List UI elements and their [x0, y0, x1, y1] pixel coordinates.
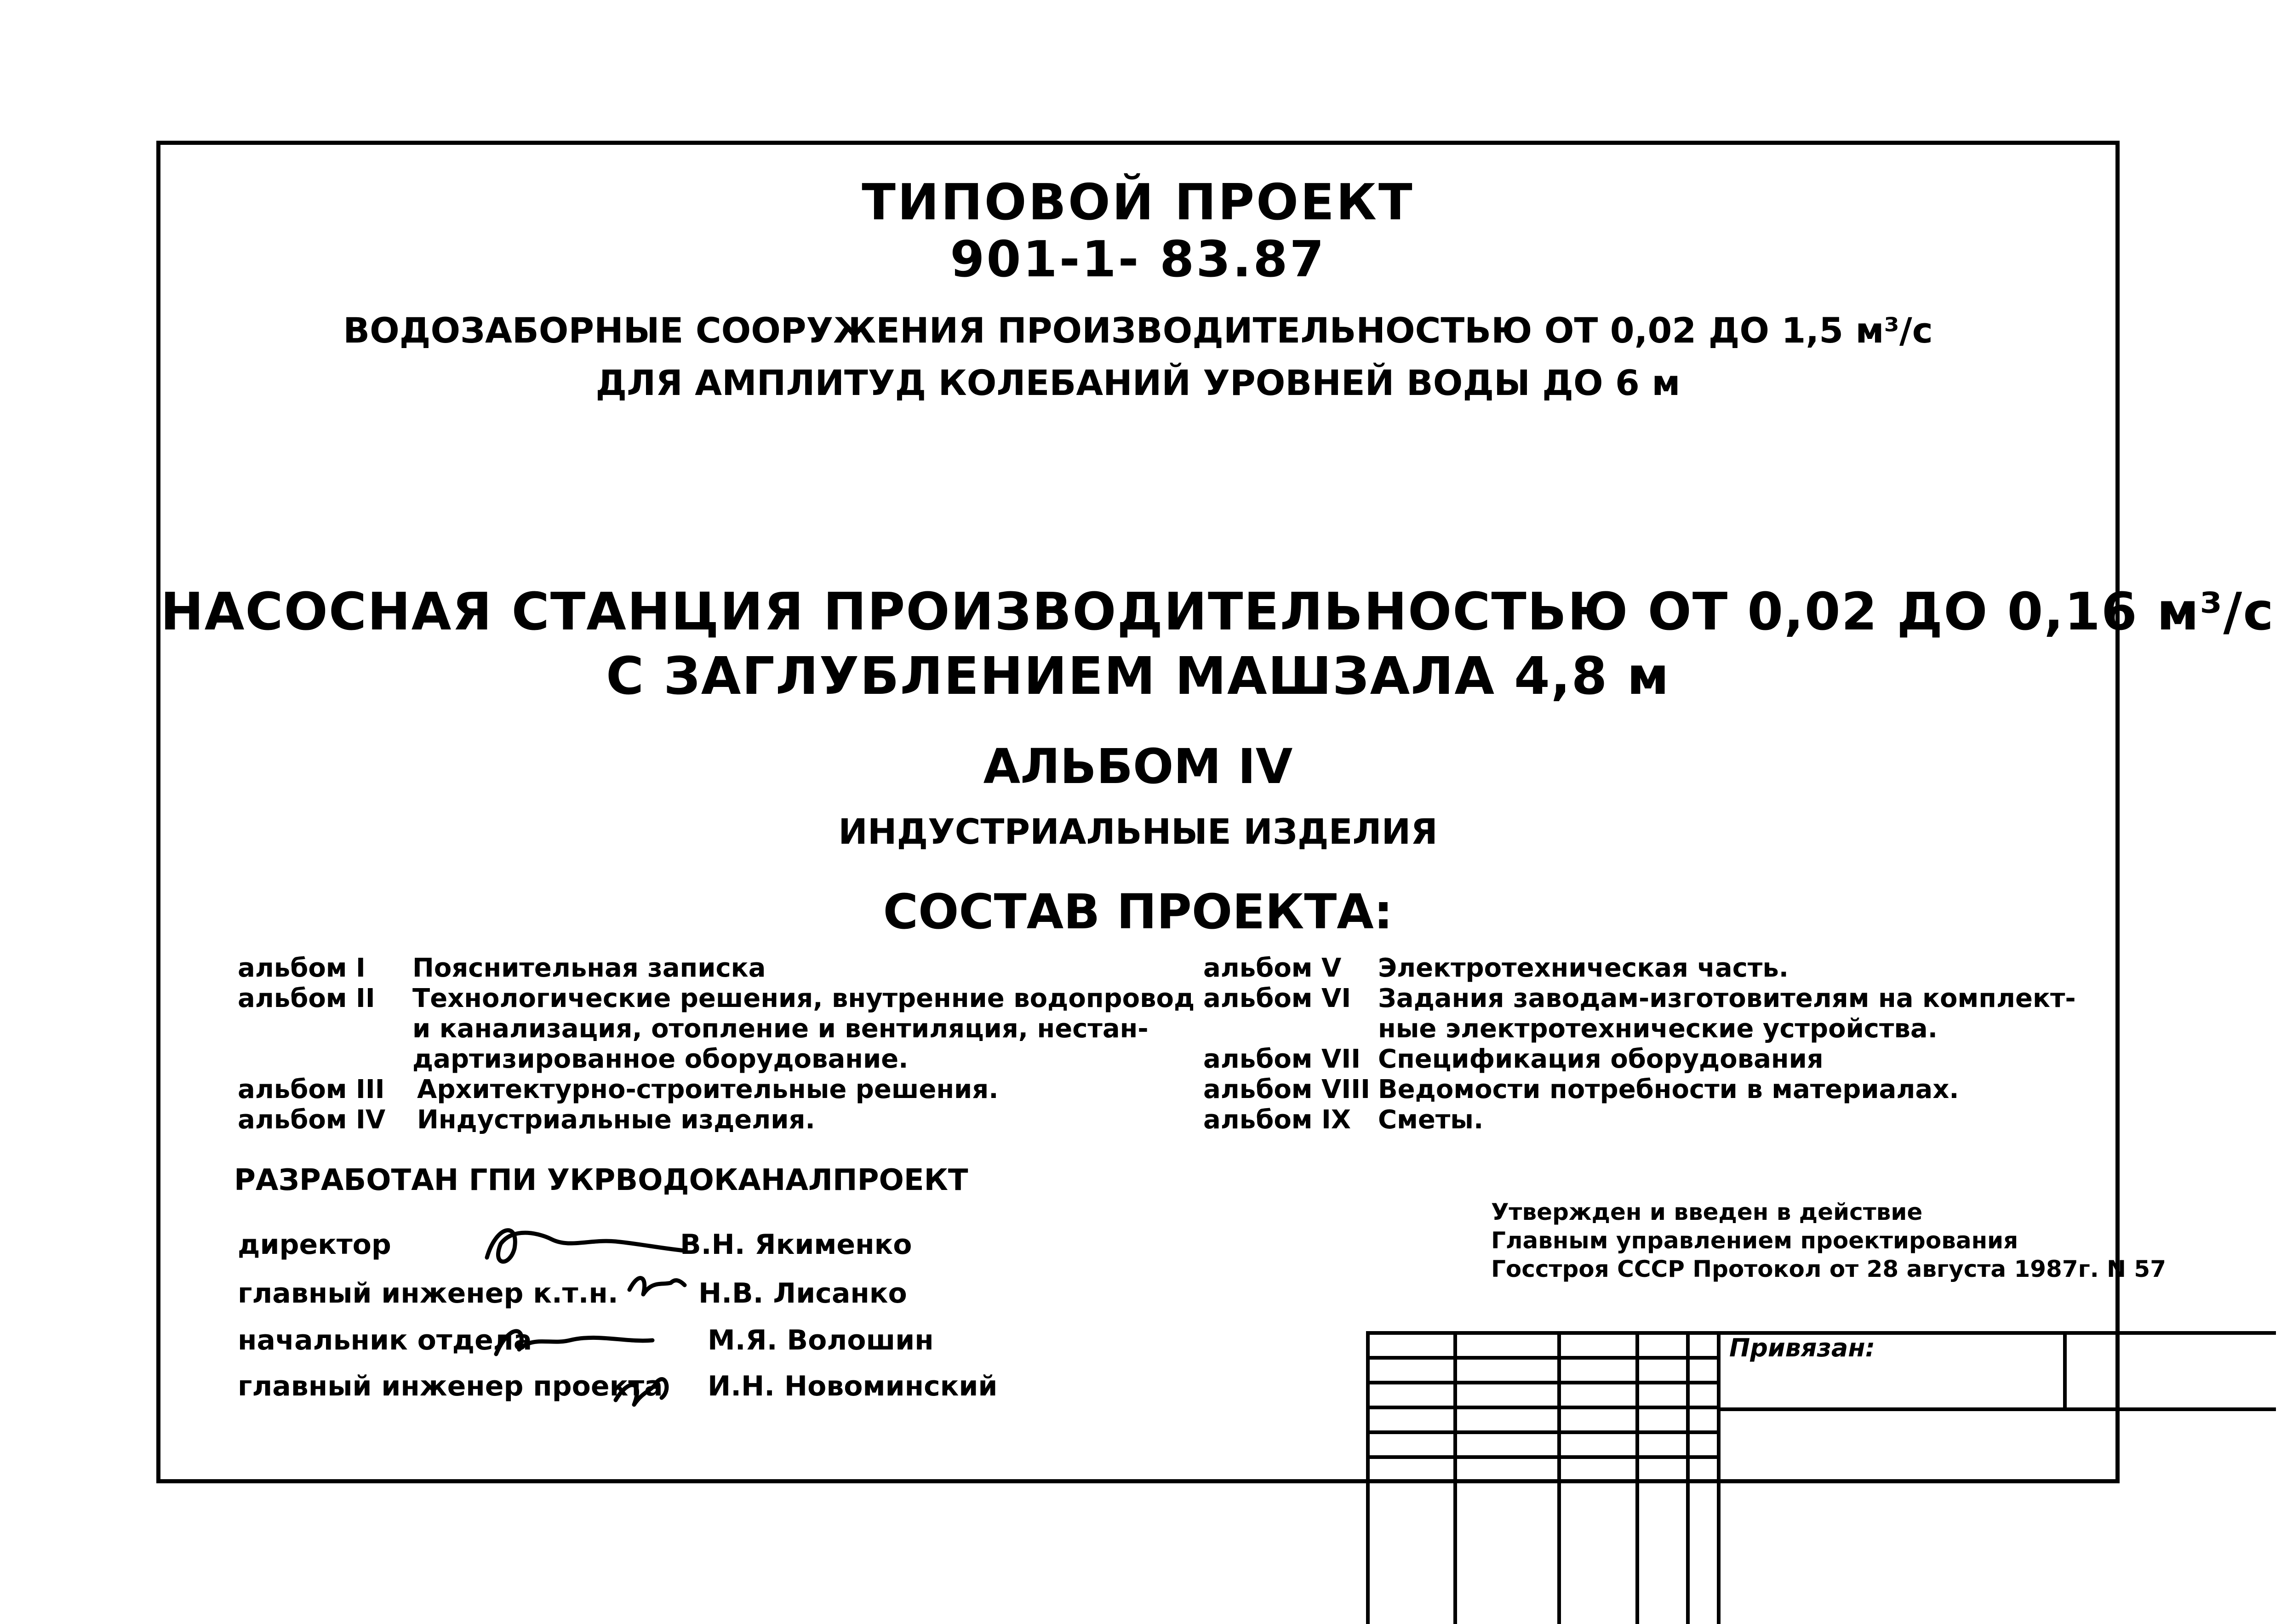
album-description: дартизированное оборудование. [412, 1044, 909, 1074]
album-number: альбом VIII [1203, 1075, 1370, 1104]
album-description: Пояснительная записка [412, 953, 766, 983]
list-item [1203, 953, 2077, 984]
approval-note [1491, 1198, 2166, 1283]
list-item [238, 953, 1157, 984]
album-list-right [1203, 953, 2077, 1135]
list-item [1203, 1105, 2077, 1135]
signatures-image [478, 1216, 694, 1418]
project-number: 901-1- 83.87 [950, 231, 1326, 288]
album-number: альбом II [238, 984, 375, 1013]
list-item-continuation [238, 1044, 1157, 1075]
list-item [1203, 984, 2077, 1014]
album-description: Архитектурно-строительные решения. [417, 1075, 999, 1104]
album-number: альбом IV [238, 1105, 386, 1135]
signer-role: главный инженер проекта [238, 1370, 663, 1402]
project-subject-line1: ВОДОЗАБОРНЫЕ СООРУЖЕНИЯ ПРОИЗВОДИТЕЛЬНОСТЬЮ ОТ 0,02 ДО 1,5 м³/с [343, 310, 1933, 351]
stamp-grid [1366, 1331, 2276, 1624]
approval-line: Главным управлением проектирования [1491, 1227, 2018, 1254]
list-item [1203, 1075, 2077, 1105]
album-number: альбом IX [1203, 1105, 1351, 1135]
album-number: альбом VII [1203, 1044, 1361, 1074]
list-item-continuation [238, 1014, 1157, 1044]
signer-name: Н.В. Лисанко [698, 1277, 907, 1309]
list-item [238, 1105, 1157, 1135]
approval-line: Утвержден и введен в действие [1491, 1199, 1923, 1225]
signer-role: главный инженер к.т.н. [238, 1277, 618, 1309]
signer-name: И.Н. Новоминский [708, 1370, 998, 1402]
album-number: альбом I [238, 953, 366, 983]
station-title-line1: НАСОСНАЯ СТАНЦИЯ ПРОИЗВОДИТЕЛЬНОСТЬЮ ОТ 0,02 ДО 0,16 м³/с [160, 582, 2275, 642]
album-description: ные электротехнические устройства. [1378, 1014, 1938, 1044]
signer-role: начальник отдела [238, 1324, 532, 1356]
station-title-line2: С ЗАГЛУБЛЕНИЕМ МАШЗАЛА 4,8 м [606, 646, 1670, 706]
album-number: альбом III [238, 1075, 385, 1104]
album-description: Сметы. [1378, 1105, 1484, 1135]
signer-role: директор [238, 1229, 391, 1261]
signer-name: В.Н. Якименко [680, 1229, 912, 1261]
list-item [238, 1075, 1157, 1105]
list-item [238, 984, 1195, 1014]
album-description: Ведомости потребности в материалах. [1378, 1075, 1959, 1104]
album-description: Технологические решения, внутренние водопровод [412, 984, 1195, 1013]
album-description: Спецификация оборудования [1378, 1044, 1824, 1074]
signer-name: М.Я. Волошин [708, 1324, 934, 1356]
album-description: Индустриальные изделия. [417, 1105, 815, 1135]
album-description: и канализация, отопление и вентиляция, нестан- [412, 1014, 1149, 1044]
composition-heading: СОСТАВ ПРОЕКТА: [883, 884, 1393, 940]
list-item-continuation [1203, 1014, 2077, 1044]
album-subtitle: ИНДУСТРИАЛЬНЫЕ ИЗДЕЛИЯ [838, 811, 1438, 852]
album-title: АЛЬБОМ IV [983, 738, 1293, 795]
drawing-frame [156, 141, 2275, 1483]
album-list-left [238, 953, 1195, 1135]
album-description: Электротехническая часть. [1378, 953, 1789, 983]
album-number: альбом V [1203, 953, 1342, 983]
stamp-label: Привязан: [1729, 1333, 1875, 1362]
project-type-heading: ТИПОВОЙ ПРОЕКТ [862, 174, 1414, 231]
developer-heading: РАЗРАБОТАН ГПИ УКРВОДОКАНАЛПРОЕКТ [234, 1163, 968, 1197]
album-description: Задания заводам-изготовителям на комплект- [1378, 984, 2076, 1013]
project-subject-line2: ДЛЯ АМПЛИТУД КОЛЕБАНИЙ УРОВНЕЙ ВОДЫ ДО 6 м [595, 362, 1681, 403]
approval-line: Госстроя СССР Протокол от 28 августа 1987г. N 57 [1491, 1256, 2166, 1282]
title-stamp [1366, 1331, 2276, 1624]
album-number: альбом VI [1203, 984, 1351, 1013]
list-item [1203, 1044, 2077, 1075]
